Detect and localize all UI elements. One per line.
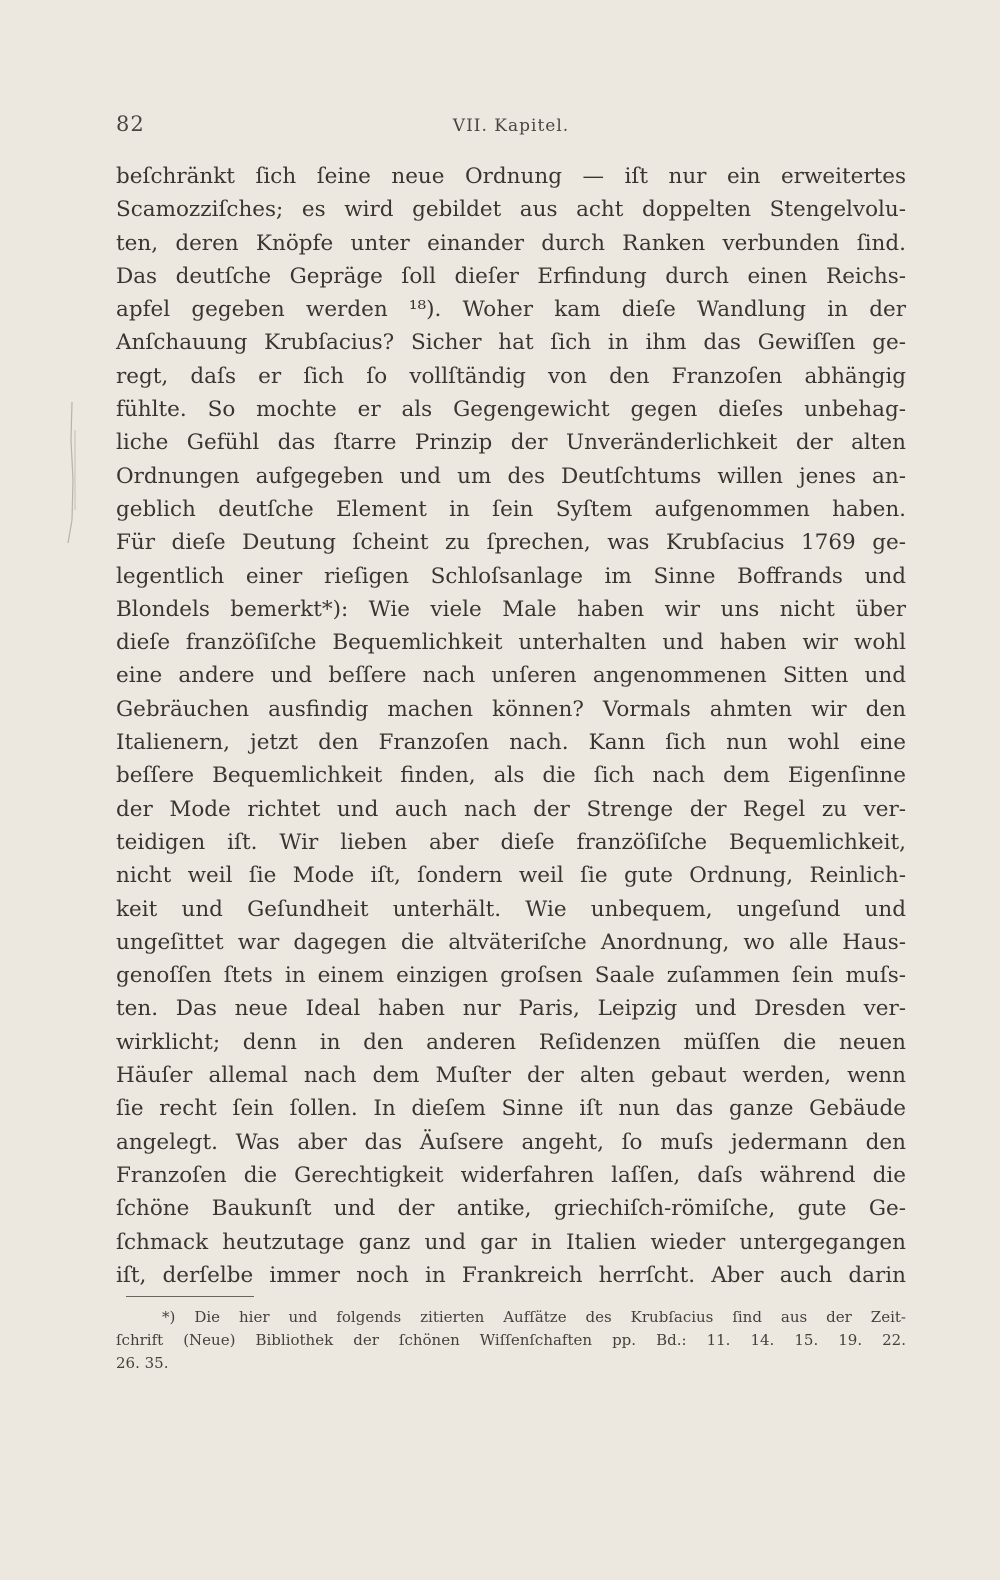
footnote-line: 26. 35. bbox=[116, 1354, 169, 1372]
text-line: nicht weil ſie Mode iſt, ſondern weil ſie gute Ordnung, Reinlich- bbox=[116, 863, 906, 889]
text-line: ſie recht ſein ſollen. In dieſem Sinne iſt nun das ganze Gebäude bbox=[116, 1096, 906, 1122]
text-line: beſſere Bequemlichkeit finden, als die ſich nach dem Eigenſinne bbox=[116, 763, 906, 789]
footnote-line: ſchrift (Neue) Bibliothek der ſchönen Wiſſenſchaften pp. Bd.: 11. 14. 15. 19. 22. bbox=[116, 1331, 906, 1349]
pencil-margin-mark bbox=[63, 400, 77, 545]
page-number: 82 bbox=[116, 112, 145, 136]
text-line: ten. Das neue Ideal haben nur Paris, Leipzig und Dresden ver- bbox=[116, 996, 906, 1022]
text-line: fühlte. So mochte er als Gegengewicht gegen dieſes unbehag- bbox=[116, 397, 906, 423]
text-line: teidigen iſt. Wir lieben aber dieſe franzöſiſche Bequemlichkeit, bbox=[116, 829, 906, 855]
text-line: angelegt. Was aber das Äuſsere angeht, ſo muſs jedermann den bbox=[116, 1129, 906, 1155]
text-line: der Mode richtet und auch nach der Strenge der Regel zu ver- bbox=[116, 796, 906, 822]
text-line: liche Gefühl das ſtarre Prinzip der Unveränderlichkeit der alten bbox=[116, 430, 906, 456]
text-line: keit und Geſundheit unterhält. Wie unbequem, ungeſund und bbox=[116, 896, 906, 922]
text-line: ungeſittet war dagegen die altväteriſche Anordnung, wo alle Haus- bbox=[116, 929, 906, 955]
footnote-line: *) Die hier und folgends zitierten Aufſätze des Krubſacius ſind aus der Zeit- bbox=[162, 1308, 906, 1326]
text-line: ten, deren Knöpfe unter einander durch Ranken verbunden ſind. bbox=[116, 230, 906, 256]
text-line: iſt, derſelbe immer noch in Frankreich herrſcht. Aber auch darin bbox=[116, 1262, 906, 1288]
text-line: Scamozziſches; es wird gebildet aus acht doppelten Stengelvolu- bbox=[116, 197, 906, 223]
text-line: geblich deutſche Element in ſein Syſtem aufgenommen haben. bbox=[116, 496, 906, 522]
text-line: regt, daſs er ſich ſo vollſtändig von den Franzoſen abhängig bbox=[116, 363, 906, 389]
text-line: beſchränkt ſich ſeine neue Ordnung — iſt nur ein erweitertes bbox=[116, 164, 906, 189]
text-line: apfel gegeben werden ¹⁸). Woher kam dieſe Wandlung in der bbox=[116, 297, 906, 323]
footnote bbox=[116, 1306, 906, 1375]
text-line: Das deutſche Gepräge ſoll dieſer Erfindung durch einen Reichs- bbox=[116, 263, 906, 289]
footnote-rule bbox=[126, 1296, 254, 1297]
text-line: Ordnungen aufgegeben und um des Deutſchtums willen jenes an- bbox=[116, 463, 906, 489]
text-line: Franzoſen die Gerechtigkeit widerfahren laſſen, daſs während die bbox=[116, 1162, 906, 1188]
text-line: eine andere und beſſere nach unſeren angenommenen Sitten und bbox=[116, 663, 906, 689]
text-line: dieſe franzöſiſche Bequemlichkeit unterhalten und haben wir wohl bbox=[116, 630, 906, 656]
text-line: Anſchauung Krubſacius? Sicher hat ſich in ihm das Gewiſſen ge- bbox=[116, 330, 906, 356]
page-header bbox=[116, 112, 906, 152]
text-line: wirklicht; denn in den anderen Reſidenzen müſſen die neuen bbox=[116, 1029, 906, 1055]
text-line: legentlich einer rieſigen Schloſsanlage im Sinne Boffrands und bbox=[116, 563, 906, 589]
text-line: Gebräuchen ausfindig machen können? Vormals ahmten wir den bbox=[116, 696, 906, 722]
text-line: ſchmack heutzutage ganz und gar in Italien wieder untergegangen bbox=[116, 1229, 906, 1255]
text-line: Blondels bemerkt*): Wie viele Male haben wir uns nicht über bbox=[116, 596, 906, 622]
text-line: Für dieſe Deutung ſcheint zu ſprechen, was Krubſacius 1769 ge- bbox=[116, 530, 906, 556]
text-line: genoſſen ſtets in einem einzigen groſsen Saale zuſammen ſein muſs- bbox=[116, 963, 906, 989]
text-line: Italienern, jetzt den Franzoſen nach. Kann ſich nun wohl eine bbox=[116, 730, 906, 756]
text-line: Häuſer allemal nach dem Muſter der alten gebaut werden, wenn bbox=[116, 1063, 906, 1089]
body-text bbox=[116, 160, 906, 1292]
text-line: ſchöne Baukunſt und der antike, griechiſch-römiſche, gute Ge- bbox=[116, 1196, 906, 1222]
running-head: VII. Kapitel. bbox=[452, 116, 570, 136]
